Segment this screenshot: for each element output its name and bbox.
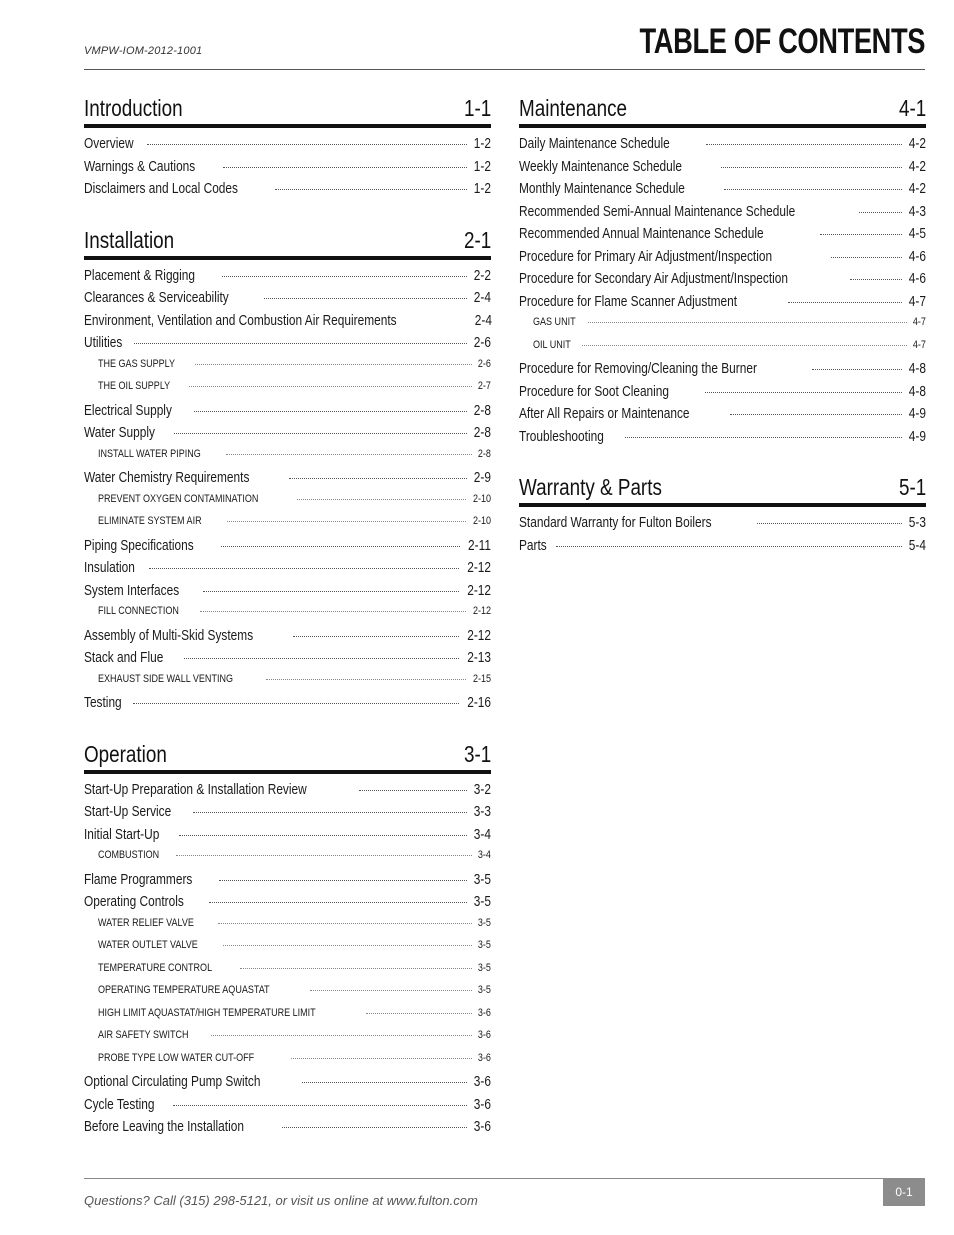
entry-label: PREVENT OXYGEN CONTAMINATION bbox=[98, 492, 259, 505]
entry-label: Environment, Ventilation and Combustion Air Requirements bbox=[84, 312, 397, 329]
entry-page-number: 2-9 bbox=[473, 470, 491, 486]
entry-page-number: 3-6 bbox=[477, 1051, 491, 1064]
dot-leader bbox=[133, 703, 459, 704]
dot-leader bbox=[297, 499, 466, 500]
toc-subentry[interactable] bbox=[519, 316, 926, 339]
toc-entry[interactable] bbox=[519, 204, 926, 227]
dot-leader bbox=[820, 234, 902, 235]
dot-leader bbox=[179, 835, 467, 836]
dot-leader bbox=[222, 276, 467, 277]
dot-leader bbox=[275, 189, 467, 190]
toc-entry[interactable] bbox=[84, 425, 491, 448]
dot-leader bbox=[147, 144, 467, 145]
dot-leader bbox=[209, 902, 467, 903]
toc-entry[interactable] bbox=[84, 827, 491, 850]
dot-leader bbox=[831, 257, 902, 258]
dot-leader bbox=[226, 454, 472, 455]
toc-entry[interactable] bbox=[84, 782, 491, 805]
section-title: Warranty & Parts bbox=[519, 474, 662, 500]
entry-label: System Interfaces bbox=[84, 582, 180, 599]
dot-leader bbox=[625, 437, 902, 438]
toc-entry[interactable] bbox=[84, 159, 491, 182]
entry-page-number: 2-8 bbox=[473, 402, 491, 419]
entry-label: INSTALL WATER PIPING bbox=[98, 447, 201, 460]
toc-subentry[interactable] bbox=[84, 1052, 491, 1075]
dot-leader bbox=[149, 568, 459, 569]
entry-label: Operating Controls bbox=[84, 894, 184, 910]
entry-page-number: 4-7 bbox=[908, 293, 926, 310]
toc-entry[interactable] bbox=[84, 403, 491, 426]
dot-leader bbox=[193, 812, 467, 813]
entry-page-number: 2-15 bbox=[472, 672, 491, 685]
dot-leader bbox=[264, 298, 468, 299]
entry-page-number: 2-8 bbox=[477, 447, 491, 460]
entry-label: THE GAS SUPPLY bbox=[98, 357, 176, 370]
toc-entry[interactable] bbox=[84, 650, 491, 673]
entry-page-number: 3-6 bbox=[473, 1074, 491, 1090]
entry-label: COMBUSTION bbox=[98, 849, 160, 861]
entry-label: Warnings & Cautions bbox=[84, 158, 196, 175]
toc-subentry[interactable] bbox=[84, 1029, 491, 1052]
dot-leader bbox=[184, 658, 459, 659]
entry-page-number: 4-5 bbox=[908, 226, 926, 242]
dot-leader bbox=[240, 968, 472, 969]
dot-leader bbox=[223, 945, 472, 946]
entry-page-number: 4-7 bbox=[912, 316, 926, 328]
entry-label: Overview bbox=[84, 136, 134, 152]
entry-page-number: 3-3 bbox=[473, 804, 491, 820]
dot-leader bbox=[788, 302, 902, 303]
entry-label: Stack and Flue bbox=[84, 650, 164, 666]
dot-leader bbox=[195, 364, 472, 365]
entry-page-number: 1-2 bbox=[473, 158, 491, 175]
entry-page-number: 3-5 bbox=[477, 984, 491, 996]
section-page-number: 1-1 bbox=[463, 95, 491, 121]
dot-leader bbox=[812, 369, 902, 370]
dot-leader bbox=[366, 1013, 472, 1014]
toc-entry[interactable] bbox=[519, 406, 926, 429]
entry-label: Weekly Maintenance Schedule bbox=[519, 158, 683, 175]
entry-label: After All Repairs or Maintenance bbox=[519, 406, 690, 422]
toc-entry[interactable] bbox=[519, 136, 926, 159]
toc-subentry[interactable] bbox=[84, 984, 491, 1007]
entry-page-number: 1-2 bbox=[473, 136, 491, 152]
dot-leader bbox=[200, 611, 466, 612]
toc-entry[interactable] bbox=[84, 181, 491, 204]
toc-section-operation bbox=[84, 738, 491, 1142]
toc-entry[interactable] bbox=[84, 804, 491, 827]
entry-page-number: 2-12 bbox=[472, 605, 491, 617]
toc-entry[interactable] bbox=[84, 268, 491, 291]
entry-page-number: 2-7 bbox=[477, 380, 491, 392]
toc-entry[interactable] bbox=[84, 695, 491, 718]
dot-leader bbox=[724, 189, 902, 190]
entry-page-number: 4-9 bbox=[908, 406, 926, 422]
entry-page-number: 4-8 bbox=[908, 383, 926, 400]
entry-label: Troubleshooting bbox=[519, 428, 604, 445]
dot-leader bbox=[266, 679, 466, 680]
section-heading[interactable] bbox=[519, 92, 926, 128]
toc-section-maintenance bbox=[519, 92, 926, 451]
entry-label: Procedure for Soot Cleaning bbox=[519, 383, 670, 400]
dot-leader bbox=[203, 591, 459, 592]
toc-entry[interactable] bbox=[84, 1119, 491, 1142]
dot-leader bbox=[302, 1082, 467, 1083]
entry-label: WATER OUTLET VALVE bbox=[98, 939, 198, 951]
toc-subentry[interactable] bbox=[519, 339, 926, 362]
entry-page-number: 2-2 bbox=[473, 267, 491, 284]
entry-label: Recommended Annual Maintenance Schedule bbox=[519, 226, 764, 242]
page-title: TABLE OF CONTENTS bbox=[639, 22, 925, 61]
entry-label: Water Chemistry Requirements bbox=[84, 470, 250, 486]
dot-leader bbox=[218, 923, 472, 924]
toc-subentry[interactable] bbox=[84, 849, 491, 872]
entry-label: Insulation bbox=[84, 560, 135, 576]
dot-leader bbox=[730, 414, 902, 415]
toc-entry[interactable] bbox=[519, 294, 926, 317]
entry-page-number: 2-10 bbox=[472, 492, 491, 505]
dot-leader bbox=[291, 1058, 472, 1059]
entry-page-number: 3-6 bbox=[477, 1006, 491, 1019]
section-page-number: 2-1 bbox=[463, 226, 491, 253]
entry-label: Testing bbox=[84, 695, 122, 711]
toc-entry[interactable] bbox=[84, 872, 491, 895]
section-heading[interactable] bbox=[84, 92, 491, 128]
entry-label: Procedure for Secondary Air Adjustment/Inspection bbox=[519, 271, 788, 287]
dot-leader bbox=[588, 322, 907, 323]
section-title: Installation bbox=[84, 226, 175, 253]
entry-page-number: 5-3 bbox=[908, 515, 926, 531]
entry-label: Electrical Supply bbox=[84, 402, 172, 419]
entry-label: Recommended Semi-Annual Maintenance Schedule bbox=[519, 203, 796, 220]
toc-subentry[interactable] bbox=[84, 1007, 491, 1030]
dot-leader bbox=[757, 523, 902, 524]
entry-label: PROBE TYPE LOW WATER CUT-OFF bbox=[98, 1051, 255, 1064]
dot-leader bbox=[582, 345, 907, 346]
dot-leader bbox=[134, 343, 467, 344]
toc-subentry[interactable] bbox=[84, 515, 491, 538]
toc-right-column bbox=[519, 92, 926, 580]
dot-leader bbox=[194, 411, 467, 412]
toc-subentry[interactable] bbox=[84, 448, 491, 471]
toc-section-installation bbox=[84, 224, 491, 718]
entry-label: Disclaimers and Local Codes bbox=[84, 181, 238, 197]
entry-page-number: 2-13 bbox=[467, 650, 491, 666]
toc-entry[interactable] bbox=[84, 313, 491, 336]
toc-section-warranty-parts bbox=[519, 471, 926, 560]
entry-page-number: 3-5 bbox=[473, 871, 491, 888]
toc-entry[interactable] bbox=[519, 384, 926, 407]
entry-page-number: 3-4 bbox=[473, 826, 491, 843]
entry-label: Water Supply bbox=[84, 425, 155, 441]
entry-page-number: 1-2 bbox=[473, 181, 491, 197]
dot-leader bbox=[359, 790, 467, 791]
dot-leader bbox=[176, 855, 473, 856]
dot-leader bbox=[174, 433, 468, 434]
entry-label: ELIMINATE SYSTEM AIR bbox=[98, 515, 202, 527]
dot-leader bbox=[293, 636, 459, 637]
toc-subentry[interactable] bbox=[84, 380, 491, 403]
section-heading[interactable] bbox=[519, 471, 926, 507]
entry-page-number: 2-8 bbox=[473, 425, 491, 441]
entry-page-number: 4-7 bbox=[912, 338, 926, 351]
entry-label: Parts bbox=[519, 537, 547, 554]
entry-page-number: 2-4 bbox=[475, 312, 493, 329]
entry-page-number: 4-2 bbox=[908, 158, 926, 175]
section-page-number: 4-1 bbox=[898, 95, 926, 121]
entry-label: Start-Up Preparation & Installation Review bbox=[84, 781, 307, 798]
entry-page-number: 3-5 bbox=[477, 939, 491, 951]
entry-page-number: 2-12 bbox=[467, 560, 491, 576]
entry-page-number: 2-4 bbox=[473, 290, 491, 306]
entry-page-number: 4-2 bbox=[908, 136, 926, 152]
entry-label: OPERATING TEMPERATURE AQUASTAT bbox=[98, 984, 270, 996]
entry-page-number: 2-6 bbox=[473, 335, 491, 351]
entry-label: Piping Specifications bbox=[84, 537, 194, 554]
toc-entry[interactable] bbox=[519, 538, 926, 561]
entry-page-number: 2-12 bbox=[467, 627, 491, 644]
entry-label: Optional Circulating Pump Switch bbox=[84, 1074, 261, 1090]
dot-leader bbox=[310, 990, 472, 991]
entry-label: Utilities bbox=[84, 335, 123, 351]
toc-section-introduction bbox=[84, 92, 491, 204]
dot-leader bbox=[189, 386, 472, 387]
toc-subentry[interactable] bbox=[84, 917, 491, 940]
entry-label: Procedure for Removing/Cleaning the Burner bbox=[519, 361, 757, 377]
dot-leader bbox=[705, 392, 902, 393]
entry-page-number: 3-5 bbox=[477, 961, 491, 974]
toc-entry[interactable] bbox=[519, 181, 926, 204]
header-rule bbox=[84, 69, 925, 70]
toc-entry[interactable] bbox=[519, 249, 926, 272]
toc-entry[interactable] bbox=[519, 159, 926, 182]
entry-label: GAS UNIT bbox=[533, 316, 576, 328]
toc-entry[interactable] bbox=[84, 1097, 491, 1120]
dot-leader bbox=[850, 279, 902, 280]
toc-entry[interactable] bbox=[84, 894, 491, 917]
footer-contact: Questions? Call (315) 298-5121, or visit us online at www.fulton.com bbox=[84, 1193, 478, 1208]
section-heading[interactable] bbox=[84, 738, 491, 774]
entry-label: HIGH LIMIT AQUASTAT/HIGH TEMPERATURE LIMIT bbox=[98, 1006, 316, 1019]
entry-page-number: 4-9 bbox=[908, 428, 926, 445]
entry-page-number: 3-6 bbox=[473, 1096, 491, 1113]
toc-entry[interactable] bbox=[84, 583, 491, 606]
toc-subentry[interactable] bbox=[84, 962, 491, 985]
entry-label: Cycle Testing bbox=[84, 1096, 155, 1113]
entry-label: Start-Up Service bbox=[84, 804, 172, 820]
entry-label: Assembly of Multi-Skid Systems bbox=[84, 627, 254, 644]
entry-page-number: 3-5 bbox=[477, 916, 491, 929]
section-title: Maintenance bbox=[519, 95, 627, 121]
toc-entry[interactable] bbox=[84, 628, 491, 651]
dot-leader bbox=[221, 546, 460, 547]
toc-left-column bbox=[84, 92, 491, 1162]
dot-leader bbox=[227, 521, 466, 522]
entry-page-number: 2-10 bbox=[472, 515, 491, 527]
toc-entry[interactable] bbox=[519, 271, 926, 294]
entry-label: Initial Start-Up bbox=[84, 826, 160, 843]
entry-label: AIR SAFETY SWITCH bbox=[98, 1029, 189, 1041]
entry-page-number: 4-8 bbox=[908, 361, 926, 377]
document-id: VMPW-IOM-2012-1001 bbox=[84, 45, 203, 57]
entry-label: FILL CONNECTION bbox=[98, 605, 179, 617]
dot-leader bbox=[211, 1035, 472, 1036]
toc-subentry[interactable] bbox=[84, 605, 491, 628]
entry-label: THE OIL SUPPLY bbox=[98, 380, 171, 392]
entry-page-number: 4-3 bbox=[908, 203, 926, 220]
toc-entry[interactable] bbox=[84, 136, 491, 159]
entry-label: Daily Maintenance Schedule bbox=[519, 136, 670, 152]
toc-entry[interactable] bbox=[84, 560, 491, 583]
toc-entry[interactable] bbox=[519, 515, 926, 538]
entry-label: WATER RELIEF VALVE bbox=[98, 916, 194, 929]
entry-label: Before Leaving the Installation bbox=[84, 1119, 244, 1135]
dot-leader bbox=[173, 1105, 467, 1106]
toc-subentry[interactable] bbox=[84, 493, 491, 516]
section-page-number: 5-1 bbox=[898, 474, 926, 500]
entry-page-number: 4-2 bbox=[908, 181, 926, 197]
entry-label: Procedure for Primary Air Adjustment/Inspection bbox=[519, 248, 773, 265]
entry-page-number: 3-4 bbox=[477, 849, 491, 861]
toc-subentry[interactable] bbox=[84, 939, 491, 962]
toc-entry[interactable] bbox=[84, 470, 491, 493]
dot-leader bbox=[721, 167, 902, 168]
section-page-number: 3-1 bbox=[463, 740, 491, 767]
dot-leader bbox=[556, 546, 902, 547]
dot-leader bbox=[859, 212, 902, 213]
toc-entry[interactable] bbox=[519, 361, 926, 384]
entry-page-number: 3-6 bbox=[473, 1119, 491, 1135]
entry-page-number: 2-6 bbox=[477, 357, 491, 370]
entry-page-number: 2-16 bbox=[467, 695, 491, 711]
entry-label: Flame Programmers bbox=[84, 871, 193, 888]
entry-label: Procedure for Flame Scanner Adjustment bbox=[519, 293, 738, 310]
toc-entry[interactable] bbox=[84, 1074, 491, 1097]
entry-label: Clearances & Serviceability bbox=[84, 290, 229, 306]
dot-leader bbox=[223, 167, 467, 168]
page-number-badge: 0-1 bbox=[883, 1178, 925, 1206]
entry-label: OIL UNIT bbox=[533, 338, 571, 351]
section-title: Introduction bbox=[84, 95, 183, 121]
entry-page-number: 4-6 bbox=[908, 271, 926, 287]
entry-page-number: 4-6 bbox=[908, 248, 926, 265]
section-title: Operation bbox=[84, 740, 167, 767]
toc-entry[interactable] bbox=[84, 335, 491, 358]
toc-entry[interactable] bbox=[84, 290, 491, 313]
dot-leader bbox=[282, 1127, 467, 1128]
entry-page-number: 3-6 bbox=[477, 1029, 491, 1041]
section-heading[interactable] bbox=[84, 224, 491, 260]
dot-leader bbox=[219, 880, 467, 881]
toc-subentry[interactable] bbox=[84, 673, 491, 696]
entry-page-number: 3-5 bbox=[473, 894, 491, 910]
dot-leader bbox=[289, 478, 467, 479]
entry-page-number: 2-12 bbox=[467, 582, 491, 599]
entry-page-number: 5-4 bbox=[908, 537, 926, 554]
toc-subentry[interactable] bbox=[84, 358, 491, 381]
entry-label: Placement & Rigging bbox=[84, 267, 196, 284]
toc-entry[interactable] bbox=[84, 538, 491, 561]
entry-label: Standard Warranty for Fulton Boilers bbox=[519, 515, 712, 531]
entry-page-number: 2-11 bbox=[468, 537, 491, 554]
entry-label: Monthly Maintenance Schedule bbox=[519, 181, 685, 197]
footer-rule bbox=[84, 1178, 925, 1179]
dot-leader bbox=[706, 144, 902, 145]
toc-entry[interactable] bbox=[519, 429, 926, 452]
entry-label: TEMPERATURE CONTROL bbox=[98, 961, 213, 974]
toc-entry[interactable] bbox=[519, 226, 926, 249]
entry-label: EXHAUST SIDE WALL VENTING bbox=[98, 672, 234, 685]
entry-page-number: 3-2 bbox=[473, 781, 491, 798]
